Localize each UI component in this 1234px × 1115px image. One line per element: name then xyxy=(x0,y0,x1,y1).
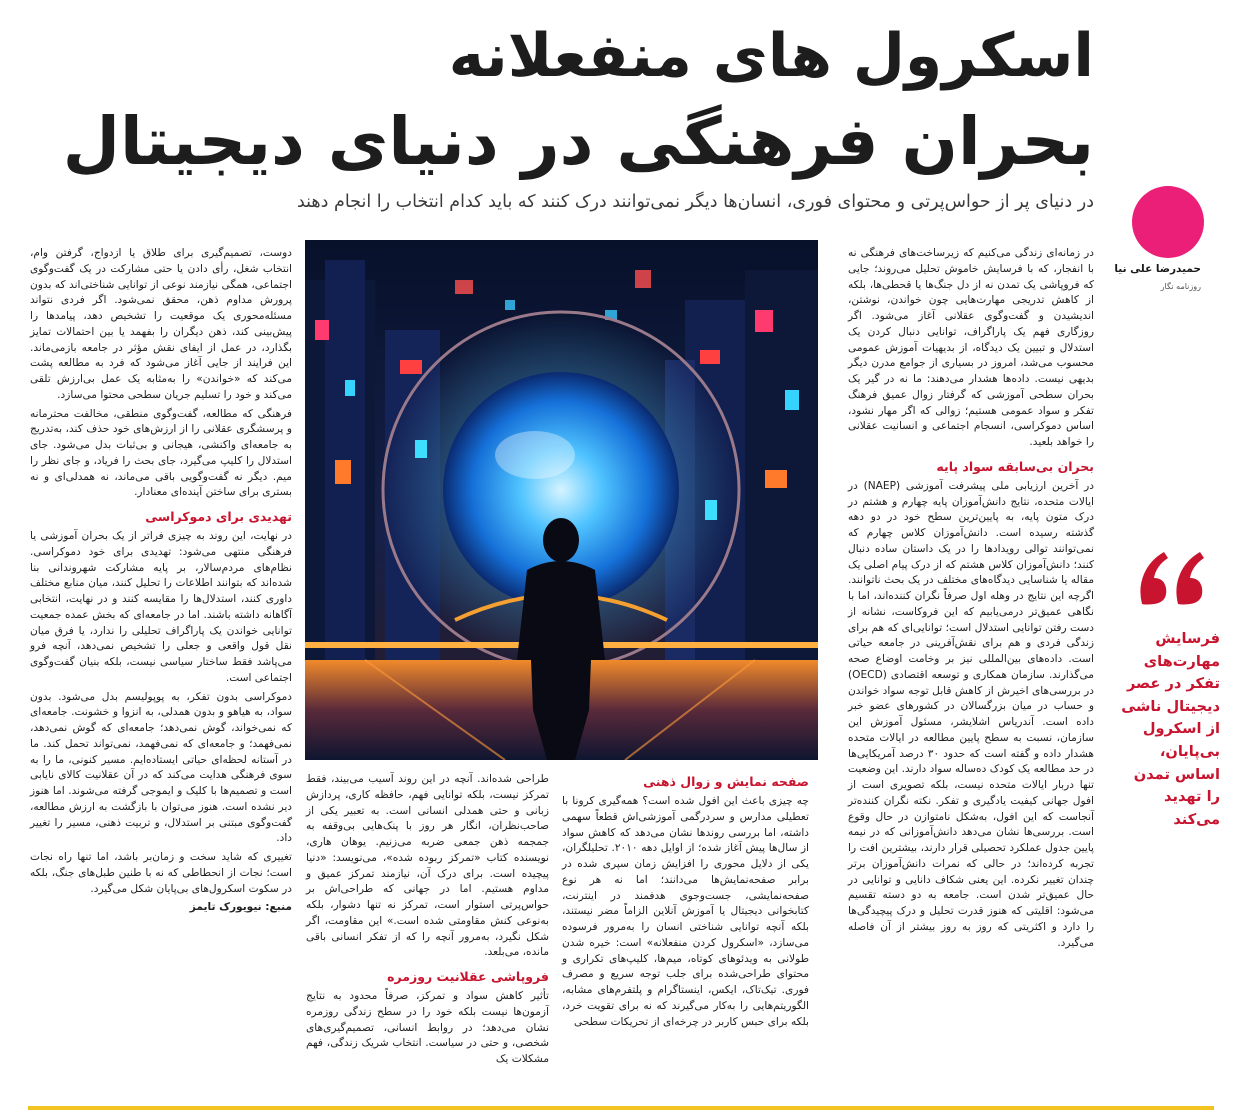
subtitle: در دنیای پر از حواس‌پرتی و محتوای فوری، انسان‌ها دیگر نمی‌توانند درک کنند که باید کدام انتخاب را انجام دهند xyxy=(296,192,1094,212)
col1-heading: بحران بی‌سابقه سواد پایه xyxy=(936,458,1094,474)
col4-body-1: دوست، تصمیم‌گیری برای طلاق یا ازدواج، گرفتن وام، انتخاب شغل، رأی دادن یا حتی مشارکت در یک گفت‌وگوی اجتماعی، همگی نیازمند نوعی از توانایی شناختی‌اند که بدون پرورش مداوم ذهن، محقق نمی‌شود. اگر فردی نتواند مسئله‌محوری یک موقعیت را تشخیص دهد، پیامدها را پیش‌بینی کند، ذهن دیگران را بفهمد یا بین احتمالات تمایز بگذارد، در عمل از ایفای نقش مؤثر در جامعه بازمی‌ماند. این فرایند از جایی آغاز می‌شود که فرد به مطالعه پشت می‌کند که «خواندن» را به‌مثابه یک عمل بی‌ارزش تلقی می‌کند و خود را تسلیم جریان سطحی محتوا می‌سازد. xyxy=(30,247,292,401)
col4-body-3: در نهایت، این روند به چیزی فراتر از یک بحران آموزشی یا فرهنگی منتهی می‌شود: تهدیدی برای خود دموکراسی. نظام‌های مردم‌سالار، بر پایه مشارکت شهروندانی بنا شده‌اند که بتوانند اطلاعات را تحلیل کنند، میان منابع مختلف داوری کنند، استدلال‌ها را مقایسه کنند و در نهایت، انتخابی آگاهانه داشته باشند. اما در جامعه‌ای که بخش عمده جمعیت توانایی خواندن یک پاراگراف تحلیلی را ندارد، یا فرق میان نقل قول واقعی و جعلی را تشخیص نمی‌دهد، آنچه فرو می‌پاشد فقط ساختار سیاسی نیست، بلکه بنیان گفت‌وگوی اجتماعی است. xyxy=(30,530,292,684)
author-role: روزنامه نگار xyxy=(1160,282,1201,291)
quote-mark-icon xyxy=(1134,548,1214,608)
col3-body-1: طراحی شده‌اند. آنچه در این روند آسیب می‌بیند، فقط تمرکز نیست، بلکه توانایی فهم، حافظه کاری، پردازش زبانی و حتی همدلی انسانی است. به تعبیر یکی از صاحب‌نظران، انگار هر روز با پنک‌هایی بی‌وقفه به جمجمه ذهن جمعی ضربه می‌زنیم. یوهان هاری، نویسنده کتاب «تمرکز ربوده شده»، می‌نویسد: «دنیا پیچیده است. برای درک آن، نیازمند تمرکز عمیق و مداوم هستیم. اما در جهانی که طراحی‌اش بر حواس‌پرتی استوار است، تمرکز نه تنها دشوار، بلکه به‌نوعی کنش مقاومتی شده است.» این مقاومت، اگر شکل نگیرد، به‌مرور آنچه را که از تفکر انسانی باقی مانده، می‌بلعد. xyxy=(306,773,549,959)
author-name: حمیدرضا علی نیا xyxy=(1114,263,1201,275)
col4-body-4: دموکراسی بدون تفکر، به پوپولیسم بدل می‌شود. بدون سواد، به هیاهو و بدون همدلی، به انزوا و خشونت. جامعه‌ای که نمی‌خواند، گوش نمی‌دهد؛ جامعه‌ای که گوش نمی‌دهد، نمی‌فهمد؛ و جامعه‌ای که نمی‌فهمد، نمی‌تواند تحمل کند. ما در آستانه لحظه‌ای حیاتی ایستاده‌ایم. مسیر کنونی، ما را به سوی فرهنگی هدایت می‌کند که در آن عقلانیت کالای نایابی است و تصمیم‌ها با کلیک و ایموجی گرفته می‌شوند. اما هنوز دیر نشده است. هنوز می‌توان با بازگشت به ارزش مطالعه، گفت‌وگوی مبتنی بر استدلال، و تربیت ذهنی، مسیر را تغییر داد. xyxy=(30,690,292,845)
column-1 xyxy=(848,246,1094,954)
hero-photo xyxy=(305,240,818,760)
author-dot xyxy=(1132,186,1204,258)
column-3 xyxy=(306,772,549,1071)
column-2 xyxy=(562,772,809,1033)
col1-intro: در زمانه‌ای زندگی می‌کنیم که زیرساخت‌های فرهنگی نه با انفجار، که با فرسایش خاموش تحلیل می‌روند؛ جایی که فروپاشی یک تمدن نه از دل جنگ‌ها یا قحطی‌ها، بلکه از کاهش تدریجی مهارت‌هایی چون خواندن، نوشتن، اندیشیدن و گفت‌وگوی عقلانی آغاز می‌شود. اگر روزگاری فهم یک پاراگراف، توانایی دنبال کردن یک استدلال و تبیین یک دیدگاه، از بدیهیات آموزش عمومی محسوب می‌شد، امروز در بسیاری از جوامع مدرن دیگر بدیهی نیست. داده‌ها هشدار می‌دهند: ما نه در گیر یک بحران سطحی آموزشی که گرفتار زوال عمیق فرهنگ تفکر و سواد عمومی هستیم؛ زوالی که اگر مهار نشود، اساس دموکراسی، انسجام اجتماعی و انسانیت عقلانی را خواهد بلعید. xyxy=(848,247,1094,448)
headline-line-1: اسکرول های منفعلانه xyxy=(448,21,1094,91)
col3-heading: فروپاشی عقلانیت روزمره xyxy=(387,969,549,984)
pull-quote: فرسایش مهارت‌های تفکر در عصر دیجیتال ناشی از اسکرول بی‌پایان، اساس تمدن را تهدید می‌کند xyxy=(1121,630,1220,828)
col4-body-5: تغییری که شاید سخت و زمان‌بر باشد، اما تنها راه نجات است؛ نجات از انحطاطی که نه با طنین طبل‌های جنگ، بلکه در سکوت اسکرول‌های بی‌پایان شکل می‌گیرد. xyxy=(30,851,292,895)
bottom-bar xyxy=(28,1106,1214,1110)
col1-body: در آخرین ارزیابی ملی پیشرفت آموزشی (NAEP) در ایالات متحده، نتایج دانش‌آموزان پایه چهارم و هشتم در درک متون پایه، به پایین‌ترین سطح خود در دو دهه گذشته رسیده است. دانش‌آموزان کلاس چهارم که نمی‌توانند توالی رویدادها را در یک داستان ساده دنبال کنند؛ دانش‌آموزان کلاس هشتم که از درک پیام اصلی یک مقاله یا شناسایی دیدگاه‌های مختلف در یک بحث ناتوانند. اگرچه این نتایج در وهله اول صرفاً نگران کننده‌اند، اما با نگاهی عمیق‌تر درمی‌یابیم که این فروکاست، نشانه از دست رفتن توانایی استدلال است؛ توانایی‌ای که هم برای زندگی فردی و هم برای نقش‌آفرینی در جامعه حیاتی است. داده‌های بین‌المللی نیز بر وخامت اوضاع صحه می‌گذارند. سازمان همکاری و توسعه اقتصادی (OECD) در بررسی‌های اخیرش از کاهش قابل توجه سواد خواندن و حساب در میان بزرگسالان در کشورهای عضو خبر داده است. آندریاس اشلایشر، مسئول آموزش این سازمان، نسبت به سطح پایین مطالعه در ایالات متحده هشدار داده و گفته است که حدود ۳۰ درصد آمریکایی‌ها در حد مطالعه یک کودک ده‌ساله سواد دارند. این وضعیت تنها دربار ایالات متحده نیست، بلکه تصویری است از افول جهانی کیفیت یادگیری و تفکر. نکته نگران کننده‌تر آنجاست که این افول، به‌شکل نامتوازن در حال وقوع است. بررسی‌ها نشان می‌دهد دانش‌آموزانی که در نیمه پایین جدول عملکرد تحصیلی قرار دارند، بیشترین افت را تجربه کرده‌اند؛ در حالی که نمرات دانش‌آموزان برتر چندان تغییر نکرده. این یعنی شکاف دانایی و توانایی در حال عمیق‌تر شدن است. جامعه به دو دسته تقسیم می‌شود: اقلیتی که هنوز قدرت تحلیل و درک پیچیدگی‌ها را دارد و اکثریتی که روز به روز بیشتر از آن فاصله می‌گیرد. xyxy=(848,479,1094,949)
col2-heading: صفحه نمایش و زوال ذهنی xyxy=(643,774,809,789)
col4-heading: تهدیدی برای دموکراسی xyxy=(145,509,292,524)
source-credit: منبع: نیویورک تایمز xyxy=(189,901,292,914)
column-4 xyxy=(30,246,292,919)
col4-body-2: فرهنگی که مطالعه، گفت‌وگوی منطقی، مخالفت محترمانه و پرسشگری عقلانی را از ارزش‌های خود حذف کند، به‌تدریج به جامعه‌ای واکنشی، هیجانی و بی‌ثبات بدل می‌شود. جای استدلال را کلیپ می‌گیرد، جای بحث را فریاد، و جای نظر را میم. دیگر نه گفت‌وگویی باقی می‌ماند، نه همدلی‌ای و نه بستری برای ساختن آینده‌ای معنادار. xyxy=(30,407,292,499)
headline-line-2: بحران فرهنگی در دنیای دیجیتال xyxy=(62,103,1094,180)
col3-body-2: تأثیر کاهش سواد و تمرکز، صرفاً محدود به نتایج آزمون‌ها نیست بلکه خود را در سطح زندگی روزمره نشان می‌دهد؛ در روابط انسانی، تصمیم‌گیری‌های شخصی، و حتی در سیاست. انتخاب شریک زندگی، فهم مشکلات یک xyxy=(306,990,549,1065)
person-facing-glowing-portal-photo xyxy=(305,240,818,760)
col2-body: چه چیزی باعث این افول شده است؟ همه‌گیری کرونا با تعطیلی مدارس و سردرگمی آموزشی‌اش قطعاً سهمی داشته، اما بررسی روندها نشان می‌دهد که کاهش سواد از سال‌ها پیش آغاز شده؛ از اوایل دهه ۲۰۱۰. تحلیلگران، یکی از دلایل محوری را افزایش زمان سپری شده در برابر صفحه‌نمایش‌ها می‌دانند؛ اما نه هر نوع صفحه‌نمایشی، جست‌وجوی هدفمند در اینترنت، کتابخوانی دیجیتال یا آموزش آنلاین الزاماً مضر نیستند، بلکه آنچه توانایی شناختی انسان را به‌مرور فرسوده می‌سازد، «اسکرول کردن منفعلانه» است: خیره شدن طولانی به ویدئوهای کوتاه، میم‌ها، کلیپ‌های تکراری و محتوای طراحی‌شده برای جلب توجه سریع و مصرف فوری. تیک‌تاک، ایکس، اینستاگرام و پلتفرم‌های مشابه، الگوریتم‌هایی را به‌کار می‌گیرند که نه برای تقویت خرد، بلکه برای حبس کاربر در چرخه‌ای از تحریکات سطحی xyxy=(562,795,810,1028)
